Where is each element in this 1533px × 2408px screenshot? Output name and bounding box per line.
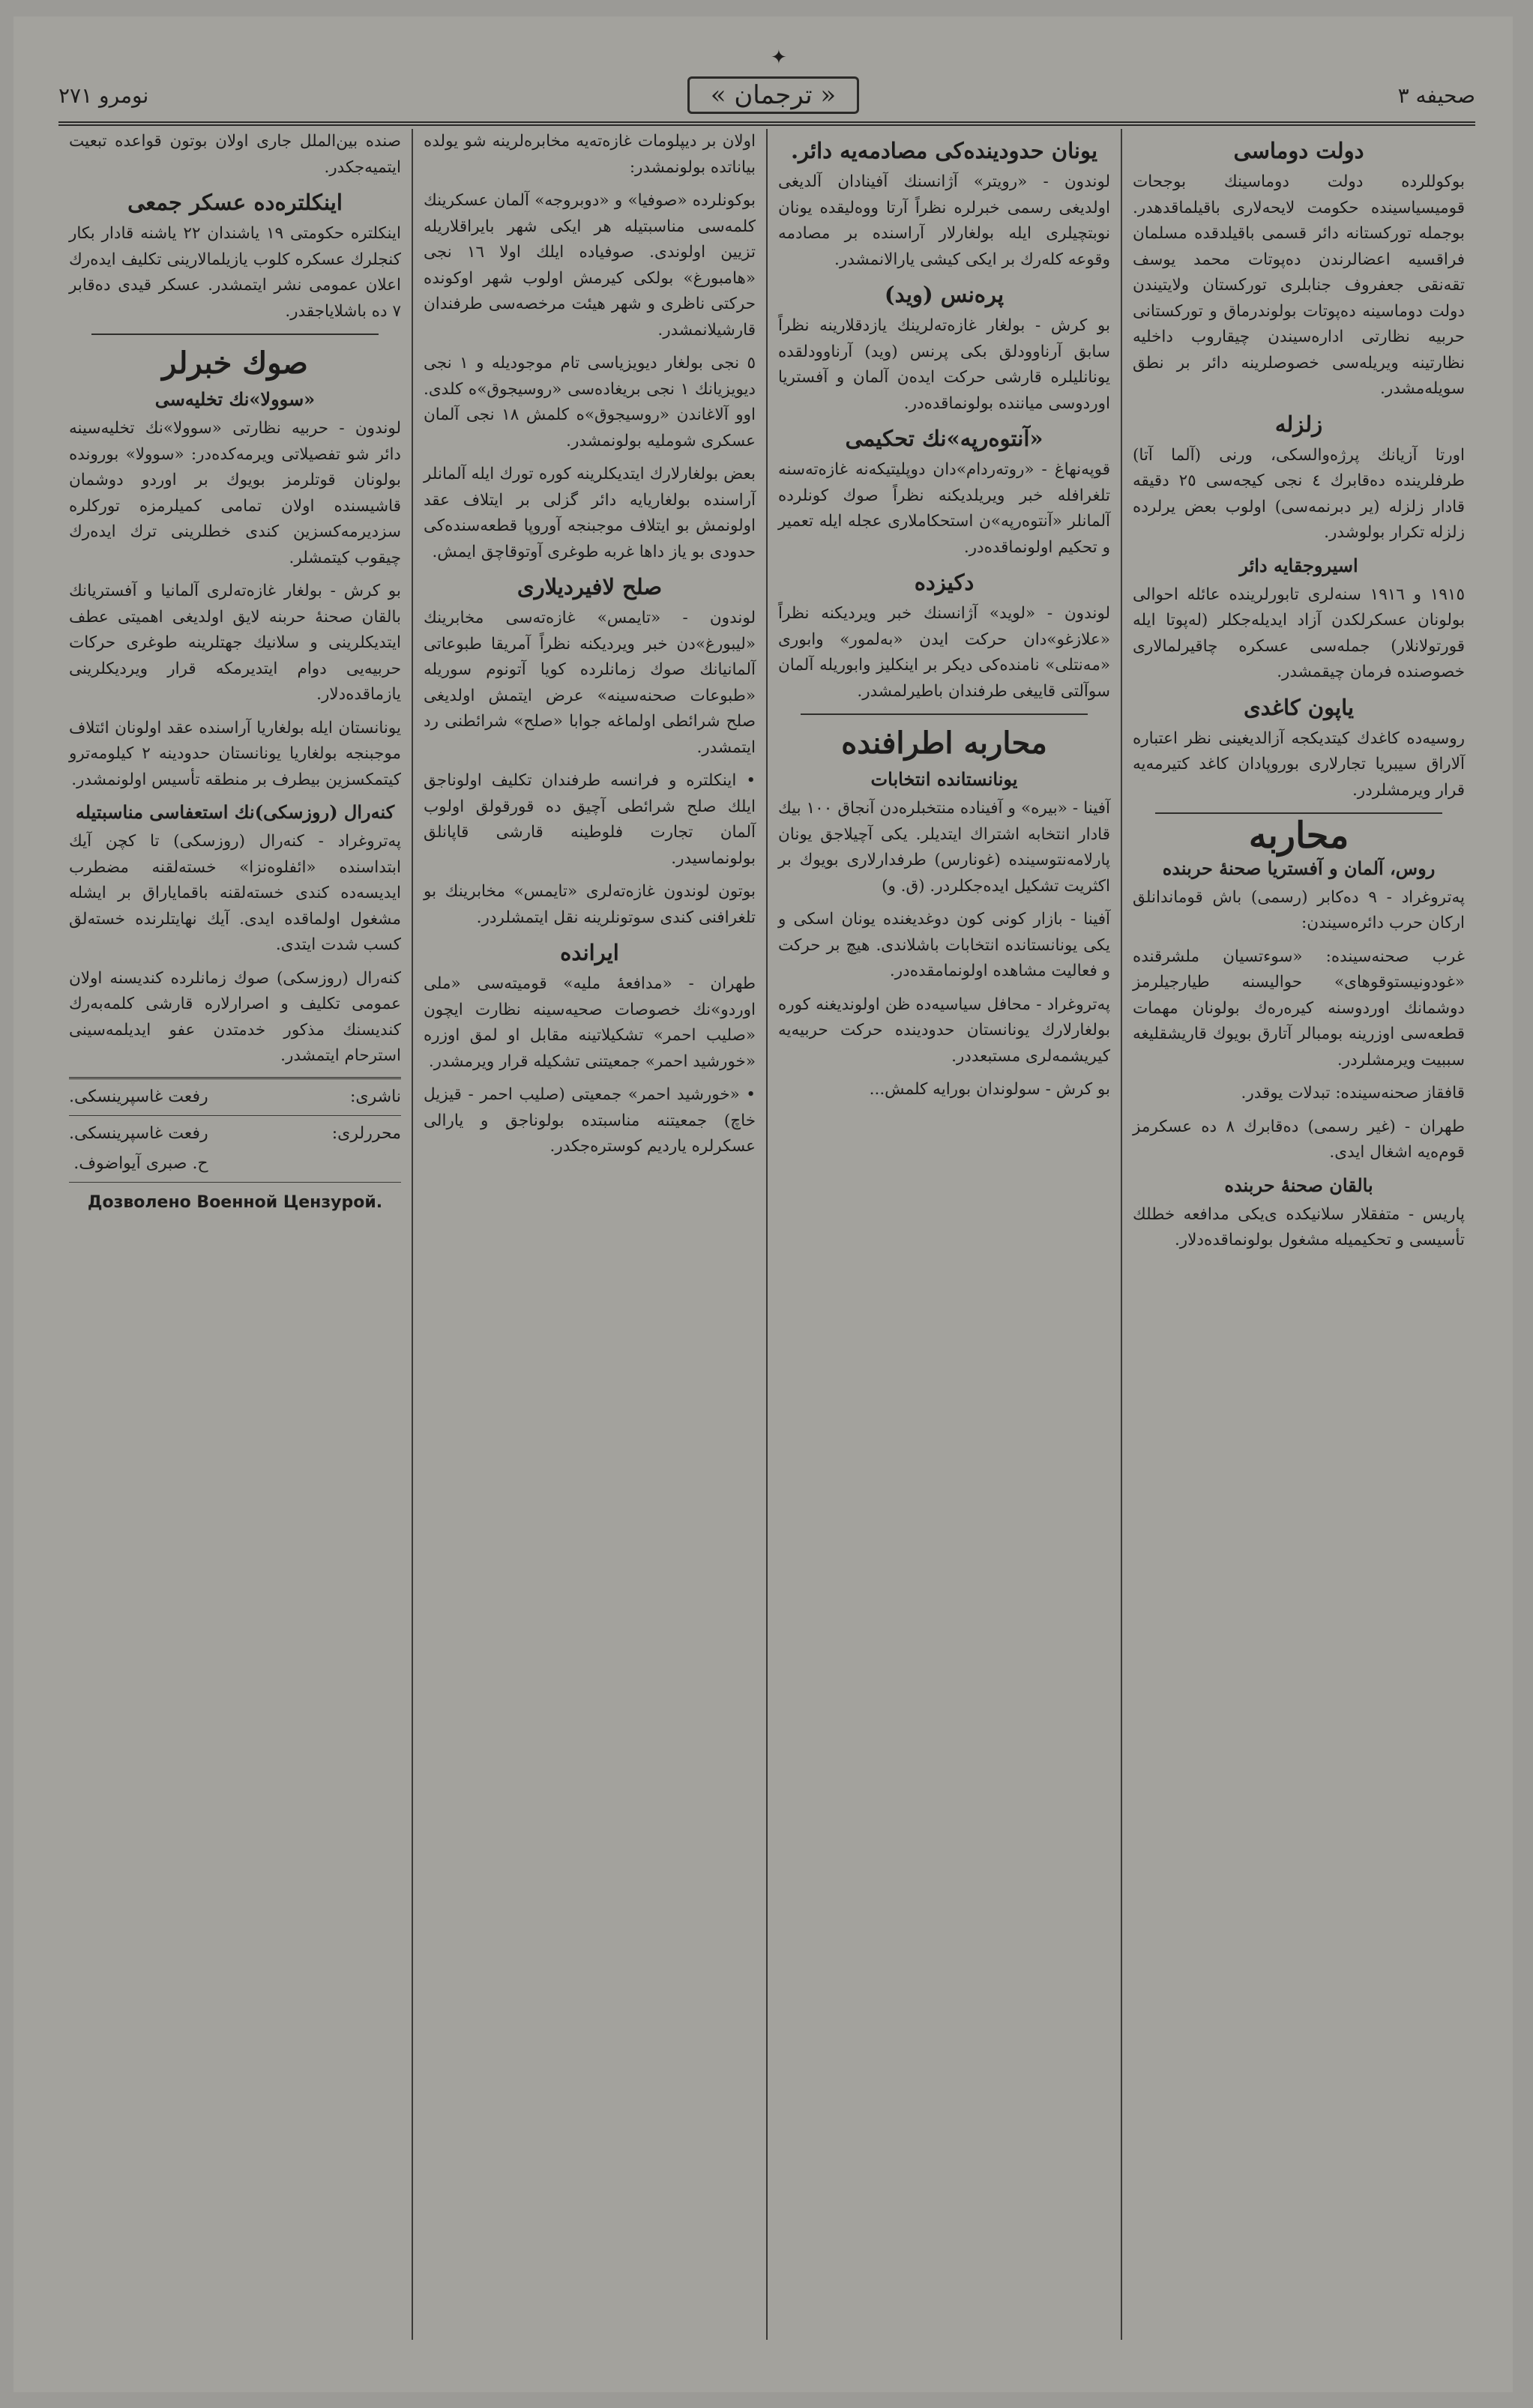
imprint-editors-row bbox=[69, 1116, 401, 1183]
page-number: صحيفه ٣ bbox=[1397, 82, 1475, 108]
column-2 bbox=[766, 129, 1121, 2340]
article-elections-1: آفینا - «بیره» و آفینادە منتخبلرەدن آنجاق ١٠٠ بیك قادار انتخابه اشتراك ایتدیلر. یکی آچیلاجق یونان پارلامەنتوسینده (غونارس) طرفدارلاری بویوك بر اکثریت تشکیل ایدەجکلردر. (ق. و) bbox=[778, 799, 1110, 896]
headline-balkan: بالقان صحنهٔ حربنده bbox=[1224, 1174, 1373, 1196]
article-duma: بوكوللرده دولت دوماسینك بوجحات قومیسیاسینده حكومت لایحەلاری باقیلماقدهدر. بوجمله تورکستانه دائر قسمی باقیلدقده مسلمان فراقسیه اعضالرندن دەپوتات محمد یوسف تقه‌نقی جعفروف جنابلری تورکستان ولایتیندن دولت دوماسینه دەپوتات بولوندرماق و تورکستانی حربیه نظارتی ادارەسیندن چیقاروب داخلیه نظارتینه ویریلەسی خصوصلرینه دائر بر نطق سویلەمشدر. bbox=[1133, 172, 1465, 398]
section-title-latest-news: صوك خبرلر bbox=[162, 345, 308, 381]
masthead bbox=[58, 69, 1475, 126]
headline-duma: دولت دوماسی bbox=[1233, 138, 1364, 163]
newspaper-title: « ترجمان » bbox=[687, 76, 859, 114]
headline-greek-elections: یونانستانده انتخابات bbox=[870, 768, 1018, 790]
article-diplomat-intro: اولان بر دیپلومات غازەته‌یه مخابره‌لرینه شو یولده بیاناتده بولونمشدر: bbox=[424, 132, 756, 177]
article-earthquake: اورتا آزیانك پرژەوالسکی، ورنی (آلما آتا) طرفلرینده ده‌قابرك ٤ نجی کیجەسی ٢٥ دقیقه قادار زلزله (یر دبرنمەسی) اولوب بعض یرلرده زلزله تکرار بولوشدر. bbox=[1133, 445, 1465, 542]
article-front-1: پەتروغراد - ٩ دەکابر (رسمی) باش قوماندانلق ارکان حرب دائرەسیندن: bbox=[1133, 887, 1466, 932]
editor-1: رفعت غاسپرینسکی. bbox=[69, 1123, 208, 1143]
newspaper-page bbox=[13, 16, 1513, 2392]
issue-number: نومرو ٢٧١ bbox=[58, 82, 149, 108]
article-greek-border: لوندون - «رویتر» آژانسنك آفینادان آلدیغی اولدیغی رسمی خبرلره نظراً آرتا ووەلیقده یونان نوبتچیلری ایله بولغارلار آراسنده بر مصادمه وقوعه کلەرك بر ایکی کیشی یارالانمشدر. bbox=[778, 172, 1110, 269]
article-front-3: قافقاز صحنه‌سینده: تبدلات یوقدر. bbox=[1241, 1084, 1465, 1102]
editor-2: ح. صبری آیواضوف. bbox=[73, 1153, 208, 1173]
article-secret-treaty: بعض بولغارلارك ایتدیکلرینه کوره تورك ایله آلمانلر آراسنده بولغاریایه دائر گزلی بر ایتلاف عقد اولونمش بو ایتلاف موجبنجه آوروپا قطعه‌سنده‌كی حدودی بو یاز داها غربه طوغری آوتوقاچق ایمش. bbox=[424, 465, 756, 561]
headline-iran: ایرانده bbox=[560, 940, 619, 965]
article-elections-4: بو کرش - سولوندان بورایه کلمش... bbox=[869, 1080, 1110, 1099]
article-continued: صنده بین‌الملل جاری اولان بوتون قواعده تبعیت ایتمیه‌جکدر. bbox=[69, 132, 401, 177]
headline-ruzsky: کنه‌رال (روزسکی)نك استعفاسی مناسبتیله bbox=[75, 801, 395, 823]
article-iran-2: • «خورشید احمر» جمعیتی (صلیب احمر - قیزیل خاچ) جمعیتنه مناسبتده بولوناجق و یارالی عسکرلره یاردیم کوسترەجکدر. bbox=[424, 1085, 756, 1156]
headline-conscription: اینکلتره‌ده عسکر جمعی bbox=[127, 190, 343, 215]
column-1 bbox=[1121, 129, 1475, 2340]
article-at-sea: لوندون - «لوید» آژانسنك خبر ویردیکنه نظراً «علازغو»دان حرکت ایدن «بەلمور» وابوری «مەنتلی» نامنده‌کی دیکر بر اینکلیز وابوریله آلمان سوآلتی قاییغی طرفندان باطیرلمشدر. bbox=[778, 604, 1110, 701]
article-elections-3: پەتروغراد - محافل سیاسیه‌ده ظن اولوندیغنه کوره بولغارلارك یونانستان حدودینده حرکت حربیه‌یه کیریشمەلری مستبعددر. bbox=[778, 995, 1110, 1066]
article-sofia: بوکونلرده «صوفیا» و «دوبروجه» آلمان عسکرینك کلمەسی مناسبتیله هر ایکی شهر بایراقلاریله تزیین اولوندی. صوفیاده ایلك اولا ١٦ نجی «هامبورغ» بولکی کیرمش اولوب شهر اوکونده حرکتی ناظری و شهر هیئت مرخصه‌سی طرفندان قارشیلانمشدر. bbox=[424, 191, 756, 340]
imprint-publisher-row bbox=[69, 1079, 401, 1116]
article-divisions: ٥ نجی بولغار دیویزیاسی تام موجودیله و ١ نجی دیویزیانك ١ نجی بریغاده‌سی «روسیجوق»ه کلدی. اوو آلاغاندن «روسیجوق»ه کلمش ١٨ نجی آلمان عسکری شوملیه بولونمشدر. bbox=[424, 354, 756, 450]
article-neutral-zone: یونانستان ایله بولغاریا آراسنده عقد اولونان ائتلاف موجبنجه بولغاریا یونانستان حدودینه ٢ کیلومەترو کیتمکسزین بیطرف بر منطقه تأسیس اولونمشدر. bbox=[69, 718, 401, 789]
censorship-notice: Дозволено Военной Цензурой. bbox=[87, 1192, 383, 1212]
imprint-table bbox=[69, 1077, 401, 1183]
column-4 bbox=[58, 129, 412, 2340]
article-front-2: غرب صحنه‌سینده: «سوءتسیان ملشرقنده «غودونیستوقوهای» حوالیسنه طیارجیلرمز دوشمانك اوردوسنه کیرەرەك بولونان مهمات قطعه‌سی اوزرینه بومبالر آتارق بویوك قاریشقلیغه سببیت ویرمشلردر. bbox=[1133, 947, 1465, 1069]
article-bulgarian-press: بو کرش - بولغار غازەته‌لری آلمانیا و آفستریانك بالقان صحنهٔ حربنه لایق اولدیغی اهمیتی عطف ایتدیکلرینی و سلانیك جهتلرینه طوغری حرکات حربیه‌یی دوام ایتدیرمکه قرار ویردیکلرینی یازماقده‌دلار. bbox=[69, 582, 401, 704]
headline-greek-border: یونان حدودینده‌کی مصادمه‌یه دائر. bbox=[790, 138, 1098, 163]
article-conscription: اینکلتره حکومتی ١٩ یاشندان ٢٢ یاشنه قادار بکار کنجلرك عسکره کلوب یازیلمالارینی تکلیف ایدەرك اعلان عمومی نشر ایتمشدر. عسکر قیدی ده‌قابر ٧ ده باشلایاجقدر. bbox=[69, 224, 401, 321]
article-japanese-paper: روسیه‌ده کاغدك کیتدیکجه آزالدیغینی نظر اعتباره آلاراق سیبریا تجارلاری بوروپادان کاغد کتیرمەیه قرار ویرمشلردر. bbox=[1133, 728, 1465, 800]
headline-antwerp: «آنتوەرپه»نك تحکیمی bbox=[845, 426, 1043, 451]
article-peace-1: لوندون - «تایمس» غازەته‌سی مخابرینك «لیبورغ»دن خبر ویردیکنه نظراً آمریقا طبوعاتی آلمانیانك صوك زمانلرده کویا آتونوم سوریله «طبوعات صحنه‌سینه» عرض ایتمش اولدیغی صلح شرائطی اولماغه جوابا «صلح» شرائطنی رد ایتمشدر. bbox=[424, 609, 756, 757]
article-ruzsky-2: کنه‌رال (روزسکی) صوك زمانلرده کندیسنه اولان عمومی تکلیف و اصرارلاره قارشی کلمه‌بەرك کندیسنك مذکور خدمتدن عفو ایدیلمەسینی استرحام ایتمشدر. bbox=[69, 968, 401, 1065]
article-prisoners: ١٩١٥ و ١٩١٦ سنه‌لری تابورلرینده عائله احوالی بولونان عسکرلكدن آزاد ایدیله‌جکلر (لەپوتا ایله قورتولانلار) جمله‌سی عسکره چاقیرلمالاری خصوصنده فرمان چیقمشدر. bbox=[1133, 585, 1465, 681]
publisher-name: رفعت غاسپرینسکی. bbox=[69, 1087, 208, 1106]
columns bbox=[58, 129, 1475, 2340]
headline-suvla: «سوولا»نك تخلیه‌سی bbox=[154, 388, 316, 410]
publisher-label: ناشری: bbox=[349, 1087, 401, 1106]
article-front-4: طهران - (غیر رسمی) ده‌قابرك ٨ ده عسکرمز قوم‌ەیه اشغال ایدی. bbox=[1133, 1117, 1465, 1162]
headline-japanese-paper: یاپون کاغدی bbox=[1243, 694, 1355, 720]
article-prince-wied: بو کرش - بولغار غازەته‌لرینك یازدقلارینه نظراً سابق آرناوودلق بکی پرنس (وید) آرناوودلقده یونانلیلره قارشی حرکت ایدەن آلمان و آفستریا اوردوسی میاننده بولونماقده‌در. bbox=[778, 316, 1110, 413]
headline-prince-wied: پرەنس (وید) bbox=[884, 282, 1005, 307]
divider bbox=[1155, 812, 1442, 814]
headline-at-sea: دکیزده bbox=[914, 570, 975, 595]
column-3 bbox=[412, 129, 766, 2340]
divider bbox=[801, 713, 1088, 715]
article-ruzsky-1: پەتروغراد - کنه‌رال (روزسکی) تا کچن آیك ابتداسنده «ائفلوەنزا» خسته‌لقنه مضطرب ایدیسه‌ده کندی خسته‌لقنه باقمایاراق بر ایشله مشغول اولماقده ایدی. آیك نهایتلرنده خسته‌لق کسب شدت ایتدی. bbox=[69, 832, 401, 954]
article-antwerp: قوپەنهاغ - «روتەردام»دان دوپلیتیکەنه غازەته‌سنه تلغرافله خبر ویریلدیکنه نظراً صوك کونلرده آلمانلر «آنتوەرپه»ن استحکاملاری عجله ایله تعمیر و تحکیم اولونماقده‌در. bbox=[778, 460, 1110, 557]
article-peace-3: بوتون لوندون غازەته‌لری «تایمس» مخابرینك بو تلغرافنی کندی سوتونلرینه نقل ایتمشلردر. bbox=[424, 882, 756, 927]
ornament-star: ✦ bbox=[771, 46, 787, 69]
headline-front: روس، آلمان و آفستریا صحنهٔ حربنده bbox=[1162, 857, 1436, 879]
headline-earthquake: زلزله bbox=[1274, 411, 1323, 437]
divider bbox=[91, 334, 379, 335]
section-title-war: محاربه bbox=[1248, 815, 1349, 857]
article-suvla: لوندون - حربیه نظارتی «سوولا»نك تخلیه‌سینه دائر شو تفصیلاتی ویرمه‌کده‌در: «سوولا» بورونده بولونان قوتلرمز بویوك بر اوردو دوشمان قاشیسنده اولان تمامی کمیلرمزه تورکلره سزدیرمه‌کسزین کندی خطلرینی ترك ایدەرك چیقوب کیتمشلر. bbox=[69, 419, 401, 567]
article-elections-2: آفینا - بازار کونی کون دوغدیغنده یونان اسکی و یکی یونانستانده انتخابات باشلاندی. هیچ بر حرکت و فعالیت مشاهده اولونمامقده‌در. bbox=[778, 910, 1110, 980]
article-peace-2: • اینکلتره و فرانسه طرفندان تکلیف اولوناجق ایلك صلح شرائطی آچیق ده قورقولق اولوب آلمان تجارت فلوطینه قارشی قاپانلق بولونماسیدر. bbox=[424, 771, 756, 868]
headline-peace-talk: صلح لافیردیلاری bbox=[516, 574, 663, 600]
editors-label: محررلری: bbox=[331, 1123, 401, 1143]
editor-names bbox=[69, 1119, 208, 1179]
article-iran-1: طهران - «مدافعهٔ ملیه» قومیته‌سی «ملی اوردو»نك خصوصات صحیه‌سینه نظارت ایچون «صلیب احمر» تشکیلاتینه مقابل او لمق اوزره «خورشید احمر» جمعیتنی تشکیله قرار ویرمشدر. bbox=[424, 974, 756, 1071]
headline-prisoners: اسیروجقایه دائر bbox=[1239, 554, 1358, 576]
section-title-around-war: محاربه اطرافنده bbox=[841, 725, 1047, 761]
article-balkan: پاریس - متفقلار سلانیکده ی‌یکی مدافعه خطلك تأسیسی و تحکیمیله مشغول بولونماقده‌دلار. bbox=[1133, 1204, 1465, 1249]
